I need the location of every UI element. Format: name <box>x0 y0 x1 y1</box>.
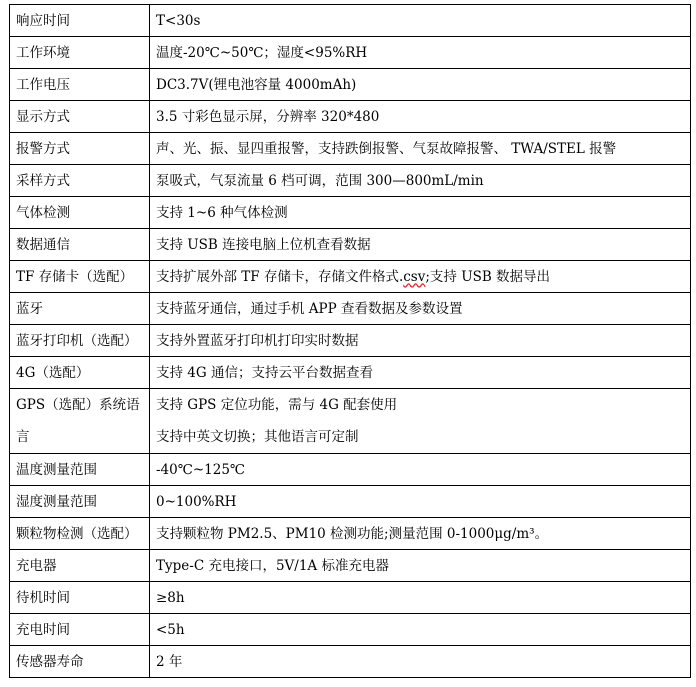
spellcheck-word: csv <box>403 268 426 285</box>
row-value: 泵吸式，气泵流量 6 档可调，范围 300—800mL/min <box>150 165 691 197</box>
row-label: 颗粒物检测（选配） <box>10 518 150 550</box>
row-value: 支持 USB 连接电脑上位机查看数据 <box>150 229 691 261</box>
row-value <box>150 389 691 454</box>
value-prefix: 支持扩展外部 TF 存储卡，存储文件格式. <box>156 268 404 285</box>
row-value: 支持蓝牙通信，通过手机 APP 查看数据及参数设置 <box>150 293 691 325</box>
table-row <box>10 454 691 486</box>
row-value: 3.5 寸彩色显示屏，分辨率 320*480 <box>150 101 691 133</box>
table-row <box>10 389 691 454</box>
row-value: 温度-20℃~50℃；湿度<95%RH <box>150 37 691 69</box>
row-value: Type-C 充电接口，5V/1A 标准充电器 <box>150 550 691 582</box>
table-row <box>10 646 691 678</box>
row-label: 报警方式 <box>10 133 150 165</box>
table-row <box>10 614 691 646</box>
table-row <box>10 69 691 101</box>
row-label: 工作环境 <box>10 37 150 69</box>
row-value: 0~100%RH <box>150 486 691 518</box>
value-suffix: ;支持 USB 数据导出 <box>425 268 551 285</box>
row-label: 响应时间 <box>10 5 150 37</box>
row-value: 声、光、振、显四重报警，支持跌倒报警、气泵故障报警、 TWA/STEL 报警 <box>150 133 691 165</box>
table-row <box>10 293 691 325</box>
row-value: 支持 1~6 种气体检测 <box>150 197 691 229</box>
row-label: 待机时间 <box>10 582 150 614</box>
value-line-1: 支持 GPS 定位功能，需与 4G 配套使用 <box>156 397 398 413</box>
row-label: 数据通信 <box>10 229 150 261</box>
row-label: 湿度测量范围 <box>10 486 150 518</box>
table-row <box>10 325 691 357</box>
row-value: 支持外置蓝牙打印机打印实时数据 <box>150 325 691 357</box>
table-row <box>10 261 691 293</box>
row-value: ≥8h <box>150 582 691 614</box>
spec-table <box>9 4 691 678</box>
row-label: 蓝牙打印机（选配） <box>10 325 150 357</box>
table-row <box>10 165 691 197</box>
row-label: 工作电压 <box>10 69 150 101</box>
row-value: 支持 4G 通信；支持云平台数据查看 <box>150 357 691 389</box>
row-label: 充电器 <box>10 550 150 582</box>
table-row <box>10 582 691 614</box>
row-label: 传感器寿命 <box>10 646 150 678</box>
table-row <box>10 197 691 229</box>
row-label-text: GPS（选配）系统语言 <box>16 397 140 445</box>
row-value: 支持颗粒物 PM2.5、PM10 检测功能;测量范围 0-1000μg/m³。 <box>150 518 691 550</box>
table-row <box>10 37 691 69</box>
row-value: <5h <box>150 614 691 646</box>
table-row <box>10 486 691 518</box>
row-value: DC3.7V(锂电池容量 4000mAh) <box>150 69 691 101</box>
table-row <box>10 357 691 389</box>
table-row <box>10 229 691 261</box>
value-line-2: 支持中英文切换；其他语言可定制 <box>156 429 359 445</box>
row-value: 2 年 <box>150 646 691 678</box>
row-value: -40℃~125℃ <box>150 454 691 486</box>
table-row <box>10 550 691 582</box>
row-label: 温度测量范围 <box>10 454 150 486</box>
row-value <box>150 261 691 293</box>
row-label: 蓝牙 <box>10 293 150 325</box>
table-row <box>10 518 691 550</box>
row-label: 气体检测 <box>10 197 150 229</box>
row-label: 充电时间 <box>10 614 150 646</box>
row-label: 显示方式 <box>10 101 150 133</box>
row-value: T<30s <box>150 5 691 37</box>
row-label <box>10 389 150 454</box>
table-row <box>10 101 691 133</box>
row-label: 采样方式 <box>10 165 150 197</box>
row-label: 4G（选配） <box>10 357 150 389</box>
table-row <box>10 133 691 165</box>
table-row <box>10 5 691 37</box>
row-label: TF 存储卡（选配） <box>10 261 150 293</box>
